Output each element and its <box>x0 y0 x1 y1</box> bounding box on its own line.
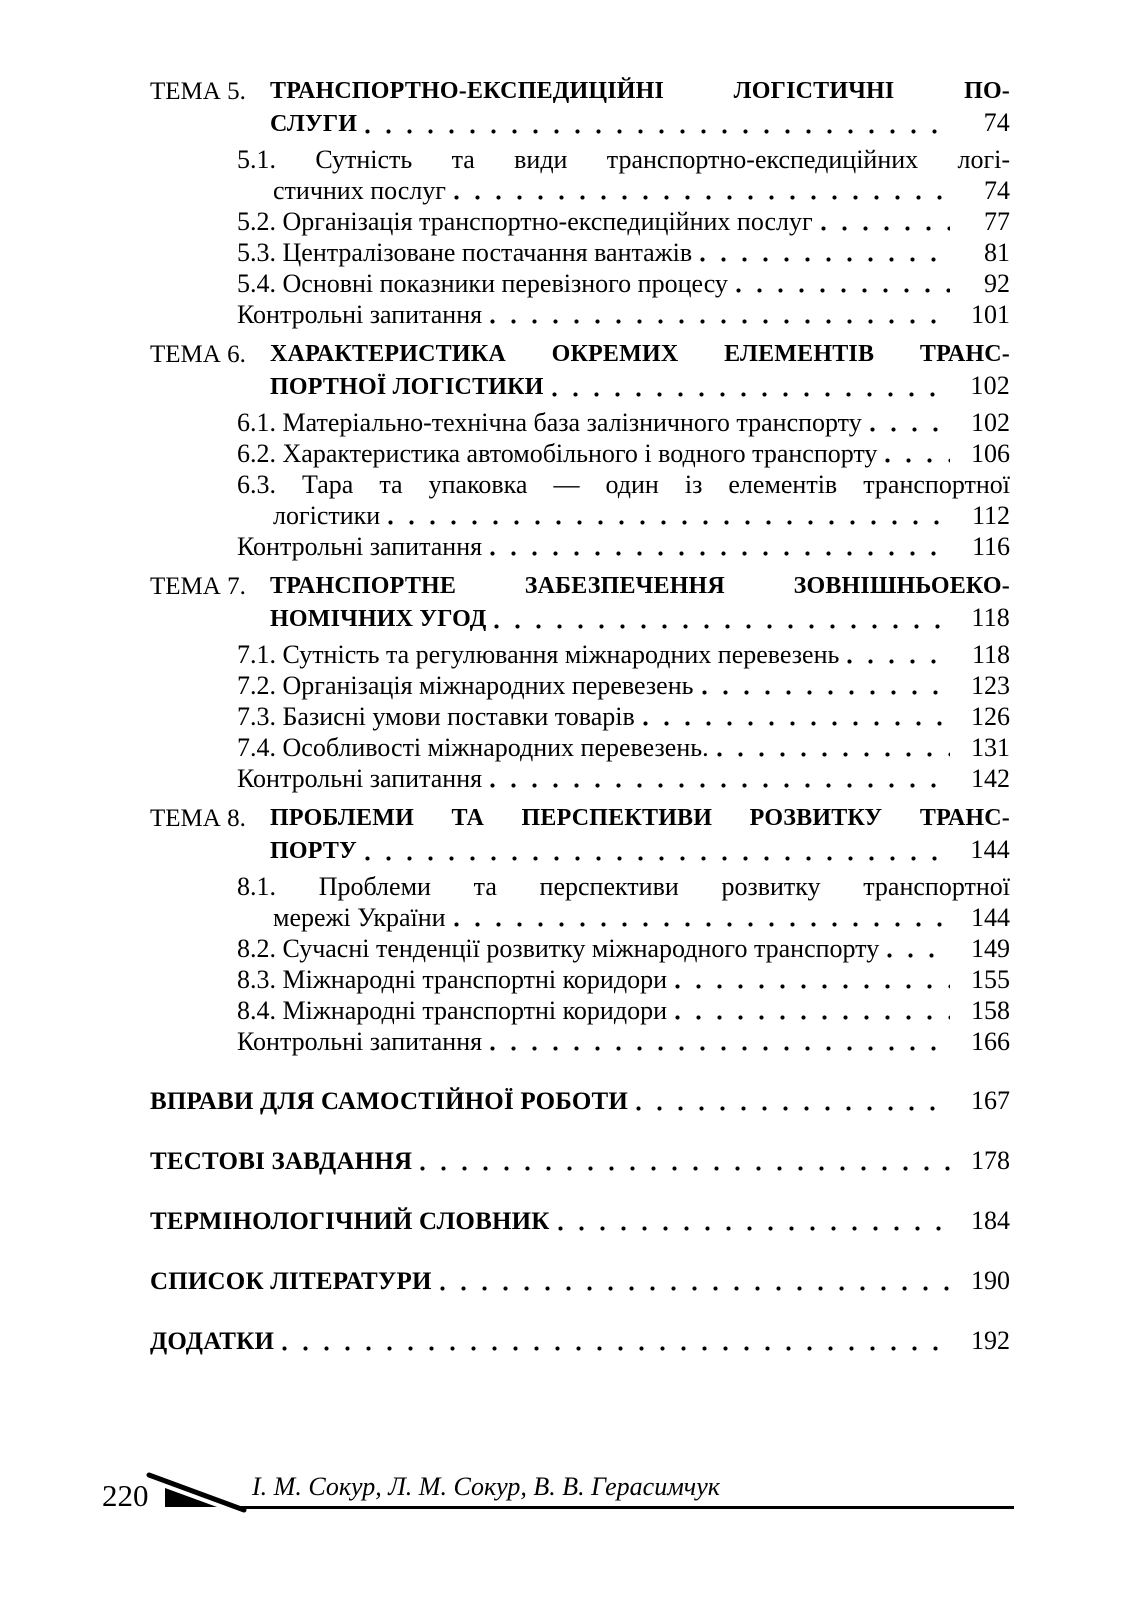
page-ref: 131 <box>971 733 1010 762</box>
page-ref: 77 <box>984 207 1010 236</box>
page-ref: 178 <box>971 1146 1010 1175</box>
entry-text: 5.3. Централізоване постачання вантажів <box>237 238 693 267</box>
entry-row <box>237 933 1010 964</box>
page-ref: 106 <box>971 439 1010 468</box>
dot-leader <box>490 783 950 788</box>
page-ref: 155 <box>971 965 1010 994</box>
footer-arrow-icon <box>146 1470 248 1514</box>
entry-line: 8.1. Проблеми та перспективи розвитку транспортної <box>237 872 1010 901</box>
theme-title-row <box>270 370 1010 403</box>
theme-heading <box>150 571 1010 635</box>
theme-entries <box>150 407 1010 562</box>
theme-label: ТЕМА 7. <box>150 573 246 600</box>
page-ref: 142 <box>971 764 1010 793</box>
entry-row <box>237 701 1010 732</box>
page-ref: 102 <box>971 408 1010 437</box>
entry-row <box>273 500 1010 531</box>
page-ref: 123 <box>971 671 1010 700</box>
toc-entry <box>237 670 1010 701</box>
toc-entry <box>237 438 1010 469</box>
dot-leader <box>736 288 950 293</box>
dot-leader <box>282 1346 950 1351</box>
theme-title-row <box>270 602 1010 635</box>
page-ref: 118 <box>971 640 1010 669</box>
dot-leader <box>494 624 950 629</box>
toc-entry <box>237 407 1010 438</box>
entry-text: 6.1. Матеріально-технічна база залізничного транспорту <box>237 408 862 437</box>
theme-title-line: ТРАНСПОРТНО-ЕКСПЕДИЦІЙНІ ЛОГІСТИЧНІ ПО- <box>270 78 1010 104</box>
entry-row <box>237 670 1010 701</box>
entry-text: стичних послуг <box>273 176 446 205</box>
dot-leader <box>365 129 950 134</box>
theme-title <box>270 571 1010 635</box>
page-footer <box>0 1460 1134 1530</box>
toc-theme <box>150 571 1010 794</box>
toc-section-row <box>150 1145 1010 1177</box>
dot-leader <box>702 690 951 695</box>
theme-title-row <box>270 834 1010 867</box>
theme-entries <box>150 871 1010 1057</box>
entry-row <box>237 268 1010 299</box>
toc-entry <box>237 299 1010 330</box>
entry-row <box>237 763 1010 794</box>
dot-leader <box>420 1166 950 1171</box>
entry-text: мережі України <box>273 903 446 932</box>
dot-leader <box>643 721 950 726</box>
theme-entries <box>150 144 1010 330</box>
page-ref: 74 <box>983 108 1010 137</box>
entry-text: 7.3. Базисні умови поставки товарів <box>237 702 635 731</box>
entry-text: 5.4. Основні показники перевізного процесу <box>237 269 728 298</box>
entry-line: 5.1. Сутність та види транспортно-експедиційних логі- <box>237 145 1010 174</box>
toc-entry <box>237 639 1010 670</box>
toc-entry <box>237 237 1010 268</box>
entry-row <box>237 438 1010 469</box>
toc-section-row <box>150 1085 1010 1117</box>
toc-entry <box>237 871 1010 933</box>
theme-heading <box>150 803 1010 867</box>
entry-row <box>237 531 1010 562</box>
toc-entry <box>237 206 1010 237</box>
page-number: 220 <box>102 1478 149 1513</box>
dot-leader <box>821 226 950 231</box>
page-ref: 158 <box>971 996 1010 1025</box>
page-ref: 81 <box>984 238 1010 267</box>
theme-title <box>270 76 1010 140</box>
toc-theme <box>150 76 1010 330</box>
theme-label: ТЕМА 8. <box>150 805 246 832</box>
entry-row <box>237 964 1010 995</box>
toc-section-row <box>150 1265 1010 1297</box>
page-ref: 144 <box>971 903 1010 932</box>
theme-heading <box>150 76 1010 140</box>
page-ref: 112 <box>971 501 1010 530</box>
theme-title-line: ХАРАКТЕРИСТИКА ОКРЕМИХ ЕЛЕМЕНТІВ ТРАНС- <box>270 341 1010 367</box>
dot-leader <box>440 1286 950 1291</box>
theme-title <box>270 803 1010 867</box>
dot-leader <box>552 392 950 397</box>
page-ref: 167 <box>971 1086 1010 1115</box>
entry-row <box>237 206 1010 237</box>
dot-leader <box>887 953 950 958</box>
page-ref: 166 <box>971 1027 1010 1056</box>
entry-row <box>237 299 1010 330</box>
entry-row <box>237 995 1010 1026</box>
entry-text: 8.2. Сучасні тенденції розвитку міжнародного транспорту <box>237 934 880 963</box>
table-of-contents <box>150 76 1010 1357</box>
dot-leader <box>847 659 950 664</box>
theme-title-text: СЛУГИ <box>270 111 358 137</box>
toc-section-row <box>150 1325 1010 1357</box>
toc-entry <box>237 1026 1010 1057</box>
entry-line: 6.3. Тара та упаковка — один із елементів транспортної <box>237 470 1010 499</box>
entry-row <box>237 407 1010 438</box>
page-ref: 149 <box>971 934 1010 963</box>
toc-entry <box>237 763 1010 794</box>
entry-text: 7.2. Організація міжнародних перевезень <box>237 671 694 700</box>
dot-leader <box>388 520 950 525</box>
dot-leader <box>454 195 950 200</box>
theme-title-text: НОМІЧНИХ УГОД <box>270 606 487 632</box>
entry-text: логістики <box>273 501 381 530</box>
page-ref: 190 <box>971 1266 1010 1295</box>
toc-section-text: ДОДАТКИ <box>150 1328 275 1355</box>
toc-section-text: СПИСОК ЛІТЕРАТУРИ <box>150 1268 432 1295</box>
toc-entry <box>237 933 1010 964</box>
dot-leader <box>365 856 950 861</box>
entry-row <box>237 237 1010 268</box>
dot-leader <box>454 922 950 927</box>
theme-title-text: ПОРТНОЇ ЛОГІСТИКИ <box>270 374 544 400</box>
toc-entry <box>237 531 1010 562</box>
theme-heading <box>150 339 1010 403</box>
entry-text: 7.4. Особливості міжнародних перевезень. <box>237 733 709 762</box>
theme-title-line: ТРАНСПОРТНЕ ЗАБЕЗПЕЧЕННЯ ЗОВНІШНЬОЕКО- <box>270 573 1010 599</box>
dot-leader <box>700 257 950 262</box>
page-ref: 74 <box>984 176 1010 205</box>
page-ref: 101 <box>971 300 1010 329</box>
theme-title-line: ПРОБЛЕМИ ТА ПЕРСПЕКТИВИ РОЗВИТКУ ТРАНС- <box>270 805 1010 831</box>
toc-theme <box>150 803 1010 1057</box>
toc-section-text: ТЕРМІНОЛОГІЧНИЙ СЛОВНИК <box>150 1208 550 1235</box>
page-ref: 126 <box>971 702 1010 731</box>
page-ref: 118 <box>971 603 1010 632</box>
toc-themes <box>150 76 1010 1057</box>
toc-entry <box>237 964 1010 995</box>
toc-section-text: ВПРАВИ ДЛЯ САМОСТІЙНОЇ РОБОТИ <box>150 1088 629 1115</box>
page-ref: 144 <box>970 835 1010 864</box>
running-authors: І. М. Сокур, Л. М. Сокур, В. В. Герасимчук <box>252 1472 720 1501</box>
toc-entry <box>237 469 1010 531</box>
entry-text: 8.4. Міжнародні транспортні коридори <box>237 996 667 1025</box>
entry-text: 5.2. Організація транспортно-експедиційних послуг <box>237 207 813 236</box>
entry-row <box>237 732 1010 763</box>
toc-entry <box>237 701 1010 732</box>
page-ref: 192 <box>971 1326 1010 1355</box>
entry-text: Контрольні запитання <box>237 764 483 793</box>
entry-text: Контрольні запитання <box>237 532 483 561</box>
toc-sections <box>150 1085 1010 1357</box>
dot-leader <box>870 427 950 432</box>
entry-text: 8.3. Міжнародні транспортні коридори <box>237 965 667 994</box>
toc-entry <box>237 144 1010 206</box>
dot-leader <box>558 1226 950 1231</box>
page-ref: 116 <box>971 532 1010 561</box>
theme-title-text: ПОРТУ <box>270 838 357 864</box>
entry-row <box>237 1026 1010 1057</box>
theme-entries <box>150 639 1010 794</box>
entry-text: 7.1. Сутність та регулювання міжнародних перевезень <box>237 640 840 669</box>
theme-title <box>270 339 1010 403</box>
toc-section-row <box>150 1205 1010 1237</box>
dot-leader <box>885 458 950 463</box>
entry-row <box>237 639 1010 670</box>
dot-leader <box>675 984 950 989</box>
entry-text: Контрольні запитання <box>237 300 483 329</box>
entry-row <box>273 175 1010 206</box>
toc-entry <box>237 732 1010 763</box>
dot-leader <box>490 1046 950 1051</box>
toc-theme <box>150 339 1010 562</box>
entry-text: Контрольні запитання <box>237 1027 483 1056</box>
entry-row <box>273 902 1010 933</box>
theme-label: ТЕМА 6. <box>150 341 246 368</box>
entry-text: 6.2. Характеристика автомобільного і водного транспорту <box>237 439 878 468</box>
dot-leader <box>717 752 950 757</box>
page-ref: 92 <box>984 269 1010 298</box>
theme-label: ТЕМА 5. <box>150 78 246 105</box>
page-ref: 184 <box>971 1206 1010 1235</box>
toc-section-text: ТЕСТОВІ ЗАВДАННЯ <box>150 1148 413 1175</box>
toc-entry <box>237 995 1010 1026</box>
dot-leader <box>675 1015 950 1020</box>
theme-title-row <box>270 107 1010 140</box>
dot-leader <box>490 319 950 324</box>
toc-entry <box>237 268 1010 299</box>
dot-leader <box>490 551 950 556</box>
footer-rule <box>238 1506 1014 1509</box>
dot-leader <box>636 1106 950 1111</box>
page-ref: 102 <box>970 371 1010 400</box>
